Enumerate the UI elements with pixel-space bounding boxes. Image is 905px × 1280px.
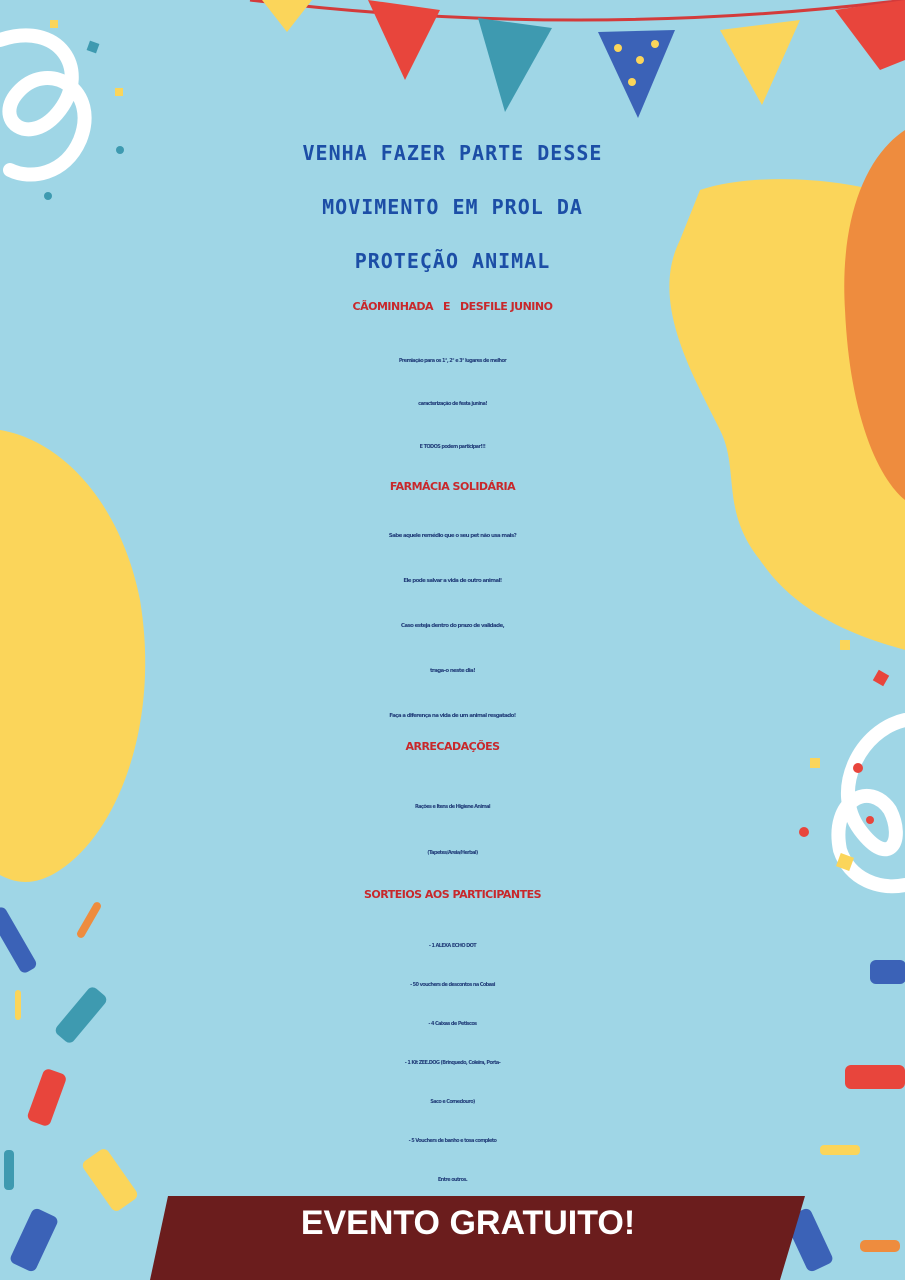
section-title-farmacia: FARMÁCIA SOLIDÁRIA <box>389 480 516 493</box>
free-event-banner <box>150 1196 810 1280</box>
section-text-farmacia <box>0 514 905 739</box>
headline-line: VENHA FAZER PARTE DESSE <box>302 141 603 165</box>
headline <box>0 126 905 288</box>
text-line: Faça a diferença na vida de um animal resgatado! <box>389 713 516 719</box>
text-line: Premiação para os 1°, 2° e 3° lugares de melhor <box>398 358 507 364</box>
text-line: (Tapetes/Areia/Herbal) <box>427 850 478 856</box>
headline-line: PROTEÇÃO ANIMAL <box>354 249 551 273</box>
banner-text: EVENTO GRATUITO! <box>300 1204 636 1242</box>
text-line: Caso esteja dentro do prazo de validade, <box>400 623 505 629</box>
text-line: traga-o neste dia! <box>429 668 476 674</box>
text-line: Entre outros. <box>437 1177 468 1183</box>
headline-line: MOVIMENTO EM PROL DA <box>322 195 583 219</box>
section-text-sorteios <box>0 927 905 1200</box>
text-line: E TODOS podem participar!!! <box>419 444 486 450</box>
text-line: caracterização de festa junina! <box>418 401 487 407</box>
text-line: - 1 ALEXA ECHO DOT <box>428 943 477 949</box>
text-line: - 5 Vouchers de banho e tosa completo <box>408 1138 497 1144</box>
text-line: Ele pode salvar a vida de outro animal! <box>403 578 502 584</box>
text-line: Sabe aquele remédio que o seu pet não usa mais? <box>388 533 517 539</box>
section-title-sorteios: SORTEIOS AOS PARTICIPANTES <box>363 888 542 901</box>
section-title-arrecadacoes: ARRECADAÇÕES <box>405 740 500 753</box>
text-line: - 4 Caixas de Petiscos <box>428 1021 477 1027</box>
section-title-caominhada: CÃOMINHADA E DESFILE JUNINO <box>352 300 553 313</box>
text-line: Saco e Comedouro) <box>430 1099 475 1105</box>
text-line: - 1 Kit ZEE.DOG (Brinquedo, Coleira, Porta- <box>404 1060 501 1066</box>
text-line: - 50 vouchers de descontos na Cobasi <box>410 982 495 988</box>
section-text-arrecadacoes <box>0 784 905 876</box>
text-line: Rações e Itens de Higiene Animal <box>414 804 490 810</box>
section-text-caominhada <box>0 340 905 469</box>
